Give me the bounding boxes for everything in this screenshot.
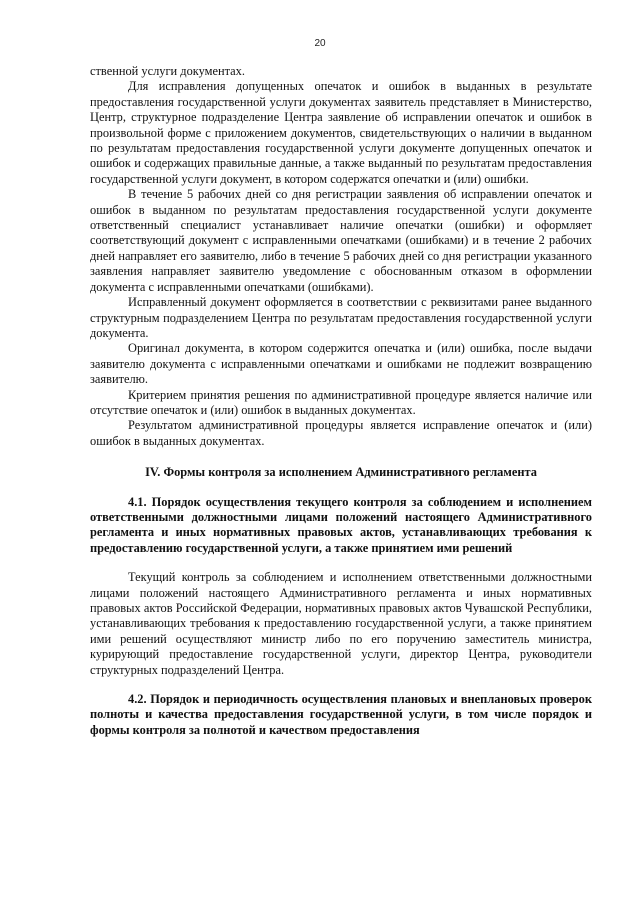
paragraph-corrected-document: Исправленный документ оформляется в соответствии с реквизитами ранее выданного структурным подразделением Центра по результатам предоставления государственной услуги документа.: [90, 295, 592, 340]
spacer: [90, 556, 592, 570]
paragraph-correction-procedure: Для исправления допущенных опечаток и ошибок в выданных в результате предоставления государственной услуги документах заявитель представляет в Министерство, Центр, структурное подразделение Центра заявление об исправлении опечаток и ошибок в произвольной форме с приложением документов, свидетельствующих о наличии в выданном по результатам предоставления государственной услуги документе допущенных опечаток и ошибок и содержащих правильные данные, а также выданный по результатам предоставления государственной услуги документ, в котором содержатся опечатки и (или) ошибки.: [90, 79, 592, 186]
subsection-4-1-text: Текущий контроль за соблюдением и исполнением ответственными должностными лицами положений настоящего Административного регламента и иных нормативных правовых актов Российской Федерации, нормативных правовых актов Чувашской Республики, устанавливающих требования к предоставлению государственной услуги, а также принятием ими решений осуществляют министр либо по его поручению заместитель министра, курирующий предоставление государственной услуги, директор Центра, руководители структурных подразделений Центра.: [90, 570, 592, 677]
section-4-title: IV. Формы контроля за исполнением Административного регламента: [145, 465, 537, 480]
paragraph-original-document: Оригинал документа, в котором содержится опечатка и (или) ошибка, после выдачи заявителю документа с исправленными опечатками и ошибками не подлежит возвращению заявителю.: [90, 341, 592, 387]
subsection-4-1-title: 4.1. Порядок осуществления текущего контроля за соблюдением и исполнением ответственными должностными лицами положений настоящего Административного регламента и иных нормативных правовых актов, устанавливающих требования к предоставлению государственной услуги, а также принятием ими решений: [90, 494, 592, 555]
paragraph-decision-criterion: Критерием принятия решения по административной процедуре является наличие или отсутствие опечаток и (или) ошибок в выданных документах.: [90, 387, 592, 417]
paragraph-correction-deadlines: В течение 5 рабочих дней со дня регистрации заявления об исправлении опечаток и ошибок в выданном по результатам предоставления государственной услуги документе ответственный специалист устанавливает наличие опечатки (ошибки) и оформляет соответствующий документ с исправленными опечатками (ошибками) и в течение 2 рабочих дней направляет его заявителю, либо в течение 5 рабочих дней со дня регистрации указанного заявления направляет заявителю уведомление с обоснованным отказом в оформлении документа с исправленными опечатками (ошибками).: [90, 187, 592, 294]
page-number: 20: [314, 38, 326, 49]
document-body: [90, 64, 592, 738]
paragraph-continuation: ственной услуги документах.: [90, 64, 245, 78]
subsection-4-2-title: 4.2. Порядок и периодичность осуществления плановых и внеплановых проверок полноты и качества предоставления государственной услуги, в том числе порядок и формы контроля за полнотой и качеством предоставления: [90, 692, 592, 737]
paragraph-procedure-result: Результатом административной процедуры является исправление опечаток и (или) ошибок в выданных документах.: [90, 418, 592, 448]
